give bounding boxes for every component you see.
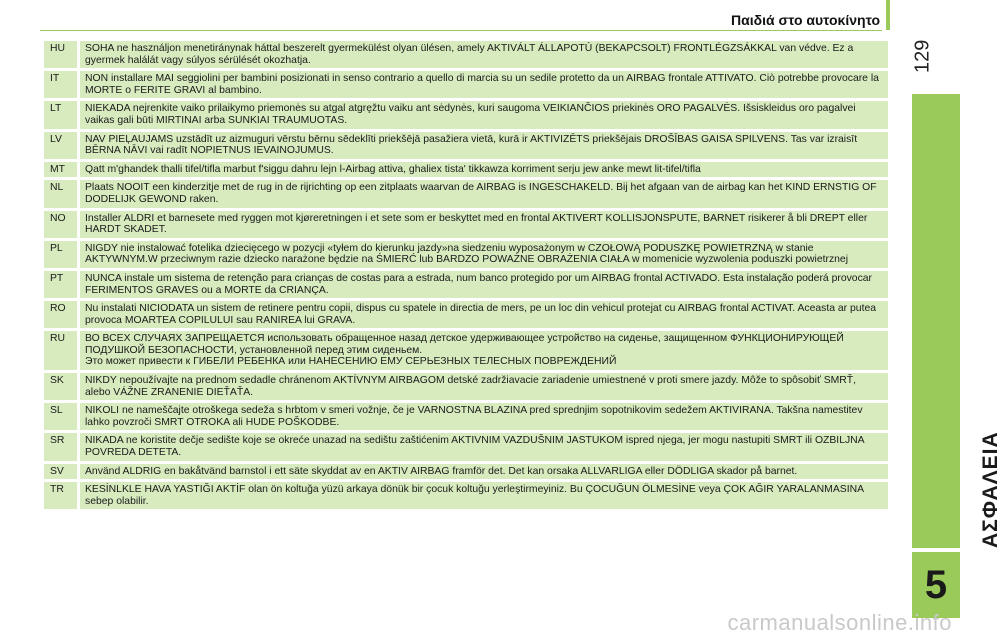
warning-text: NIKOLI ne nameščajte otroškega sedeža s hrbtom v smeri vožnje, če je VARNOSTNA BLAZINA pred sprednjim sopotnikovim sedežem AKTIVIRANA. Takšna namestitev lahko povzroči SMRT OTROKA ali HUDE POŠKODBE. [80,403,888,430]
table-row [44,132,888,159]
table-row [44,271,888,298]
page-header-title: Παιδιά στο αυτοκίνητο [731,12,880,28]
language-code: SL [44,403,80,430]
warning-text: Plaats NOOIT een kinderzitje met de rug in de rijrichting op een zitplaats waarvan de AIRBAG is INGESCHAKELD. Bij het afgaan van de airbag kan het KIND ERNSTIG OF DODELIJK GEWOND raken. [80,180,888,207]
table-row [44,41,888,68]
table-row [44,464,888,480]
table-row [44,211,888,238]
header-accent-tick [886,0,890,30]
table-row [44,71,888,98]
watermark: carmanualsonline.info [727,610,952,635]
table-row [44,403,888,430]
language-code: SK [44,373,80,400]
table-row [44,331,888,370]
section-label [912,94,1002,548]
warning-text: SOHA ne használjon menetiránynak háttal beszerelt gyermekülést olyan ülésen, amely AKTIVÁLT ÁLLAPOTÚ (BEKAPCSOLT) FRONTLÉGZSÁKKAL van védve. Ez a gyermek halálát vagy súlyos sérülését okozhatja. [80,41,888,68]
warning-text: Qatt m'ghandek thalli tifel/tifla marbut f'siggu dahru lejn l-Airbag attiva, ghaliex tista' tikkawza korriment serju jew anke mewt lit-tifel/tifla [80,162,888,178]
warning-text: NUNCA instale um sistema de retenção para crianças de costas para a estrada, num banco protegido por um AIRBAG frontal ACTIVADO. Esta instalação poderá provocar FERIMENTOS GRAVES ou a MORTE da CRIANÇA. [80,271,888,298]
table-row [44,180,888,207]
table-row [44,162,888,178]
table-row [44,241,888,268]
table-row [44,301,888,328]
table-row [44,433,888,460]
warning-text: Installer ALDRI et barnesete med ryggen mot kjøreretningen i et sete som er beskyttet med en frontal AKTIVERT KOLLISJONSPUTE, BARNET risikerer å bli DREPT eller HARDT SKADET. [80,211,888,238]
table-row [44,101,888,128]
warning-text: Nu instalati NICIODATA un sistem de retinere pentru copii, dispus cu spatele in directia de mers, pe un loc din vehicul protejat cu AIRBAG frontal ACTIVAT. Aceasta ar putea provoca MOARTEA COPILULUI sau RANIREA lui GRAVA. [80,301,888,328]
warning-text: NAV PIEĻAUJAMS uzstādīt uz aizmuguri vērstu bērnu sēdeklīti priekšējā pasažiera vietā, kurā ir AKTIVIZĒTS priekšējais DROŠĪBAS GAISA SPILVENS. Tas var izraisīt BĒRNA NĀVI vai radīt NOPIETNUS IEVAINOJUMUS. [80,132,888,159]
language-code: RU [44,331,80,370]
language-code: LV [44,132,80,159]
language-code: LT [44,101,80,128]
chapter-number: 5 [912,552,960,618]
warning-text: NON installare MAI seggiolini per bambini posizionati in senso contrario a quello di marcia su un sedile protetto da un AIRBAG frontale ATTIVATO. Ciò potrebbe provocare la MORTE o FERITE GRAVI al bambino. [80,71,888,98]
warning-text: NIEKADA nejrenkite vaiko prilaikymo priemonės su atgal atgręžtu vaiku ant sėdynės, kuri saugoma VEIKIANČIOS priekinės ORO PAGALVĖS. Išsiskleidus oro pagalvei vaikas gali būti MIRTINAI arba SUNKIAI TRAUMUOTAS. [80,101,888,128]
language-code: MT [44,162,80,178]
language-warning-table [44,38,888,512]
language-code: HU [44,41,80,68]
language-code: SR [44,433,80,460]
language-code: SV [44,464,80,480]
table-row [44,373,888,400]
warning-text: KESİNLKLE HAVA YASTIĞI AKTİF olan ön koltuğa yüzü arkaya dönük bir çocuk koltuğu yerleştirmeyiniz. Bu ÇOCUĞUN ÖLMESİNE veya ÇOK AĞIR YARALANMASINA sebep olabilir. [80,482,888,509]
warning-text: Använd ALDRIG en bakåtvänd barnstol i ett säte skyddat av en AKTIV AIRBAG framför det. Det kan orsaka ALLVARLIGA eller DÖDLIGA skador på barnet. [80,464,888,480]
warning-text: NIKADA ne koristite dečje sedište koje se okreće unazad na sedištu zaštićenim AKTIVNIM VAZDUŠNIM JASTUKOM ispred njega, jer mogu nastupiti SMRT ili OZBILJNA POVREDA DETETA. [80,433,888,460]
language-code: NL [44,180,80,207]
warning-text: NIGDY nie instalować fotelika dziecięcego w pozycji «tyłem do kierunku jazdy»na siedzeniu wyposażonym w CZOŁOWĄ PODUSZKĘ POWIETRZNĄ w stanie AKTYWNYM.W przeciwnym razie dziecko narażone będzie na ŚMIERĆ lub BARDZO POWAŻNE OBRAŻENIA CIAŁA w momenicie wyzwolenia poduszki powietrznej [80,241,888,268]
table-row [44,482,888,509]
warning-text: ВО ВСЕХ СЛУЧАЯХ ЗАПРЕЩАЕТСЯ использовать обращенное назад детское удерживающее устройство на сиденье, защищенном ФУНКЦИОНИРУЮЩЕЙ ПОДУШКОЙ БЕЗОПАСНОСТИ, установленной перед этим сиденьем. Это может привести к ГИБЕЛИ РЕБЕНКА или НАНЕСЕНИЮ ЕМУ СЕРЬЕЗНЫХ ТЕЛЕСНЫХ ПОВРЕЖДЕНИЙ [80,331,888,370]
warning-text: NIKDY nepoužívajte na prednom sedadle chránenom AKTÍVNYM AIRBAGOM detské zadržiavacie zariadenie umiestnené v proti smere jazdy. Môže to spôsobiť SMRŤ, alebo VÁŽNE ZRANENIE DIEŤAŤA. [80,373,888,400]
section-label-text: ΑΣΦΑΛΕΙΑ [979,431,1002,548]
section-side-tab [912,94,1002,548]
page-number: 129 [911,39,934,73]
language-code: NO [44,211,80,238]
language-code: PL [44,241,80,268]
language-code: TR [44,482,80,509]
language-code: RO [44,301,80,328]
language-code: PT [44,271,80,298]
header-rule [40,30,882,31]
language-code: IT [44,71,80,98]
language-warning-table-container [44,38,888,512]
